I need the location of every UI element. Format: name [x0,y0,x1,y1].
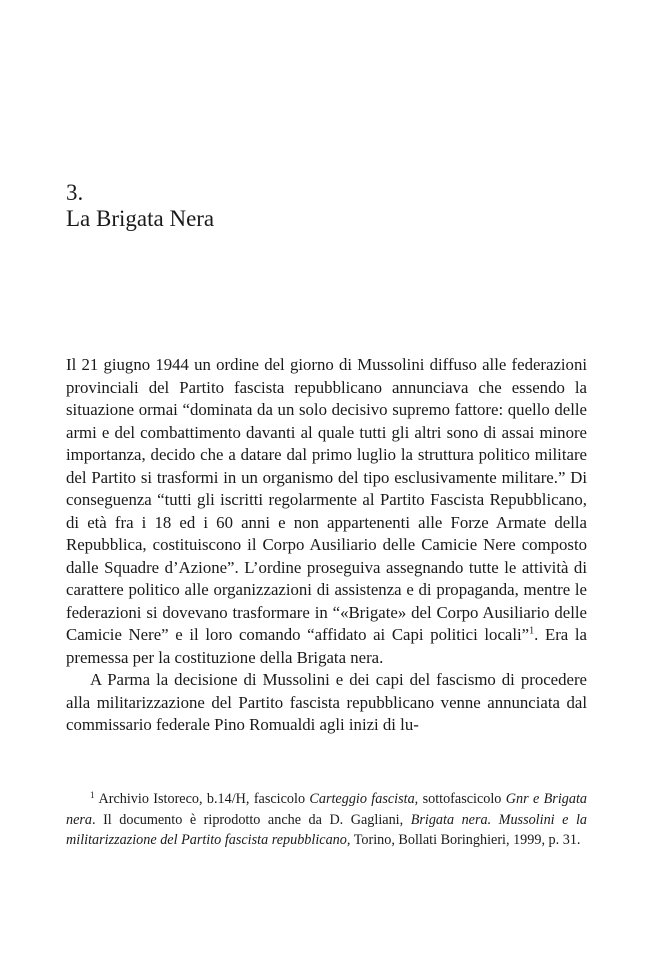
paragraph-2: A Parma la decisione di Mussolini e dei capi del fascismo di procedere alla militarizzazione del Partito fascista repubblicano venne annunciata dal commissario federale Pino Romualdi agli inizi di lu- [66,670,587,734]
footnote-reference[interactable]: 1 [529,625,535,637]
chapter-number: 3. [66,180,84,205]
footnotes [66,785,587,851]
paragraph-1 [66,354,587,669]
chapter-heading [66,180,586,232]
chapter-title: La Brigata Nera [66,206,215,231]
footnote-text-c: . Il documento è riprodotto anche da D. Gagliani, [92,811,411,828]
footnote-1 [66,785,587,851]
footnote-italic-a: Carteggio fascista [309,791,415,807]
footnote-text-b: , sottofascicolo [414,791,506,807]
footnote-italic-c: Brigata nera. Mussolini e la militarizzazione del Partito fascista repubblicano [66,811,587,848]
paragraph-1-text: Il 21 giugno 1944 un ordine del giorno di Mussolini diffuso alle federazioni provinciali del Partito fascista repubblicano annunciava che essendo la situazione ormai “dominata da un solo decisivo supremo fattore: quello delle armi e del combattimento davanti al quale tutti gli altri sono di assai minore importanza, decido che a datare dal primo luglio la struttura politico militare del Partito si trasformi in un organismo del tipo esclusivamente militare.” Di conseguenza “tutti gli iscritti regolarmente al Partito Fascista Repubblicano, di età fra i 18 ed i 60 anni e non appartenenti alle Forze Armate della Repubblica, costituiscono il Corpo Ausiliario delle Camicie Nere composto dalle Squadre d’Azione”. L’ordine proseguiva assegnando tutte le attività di carattere politico alle organizzazioni di assistenza e di propaganda, mentre le federazioni si dovevano trasformare in “«Brigate» del Corpo Ausiliario delle Camicie Nere” e il loro comando “affidato ai Capi politici locali” [66,355,587,644]
footnote-italic-b: Gnr e Brigata nera [66,791,587,828]
body-text [66,354,587,737]
footnote-text-d: , Torino, Bollati Boringhieri, 1999, p. 31. [346,832,581,848]
footnote-marker: 1 [90,790,95,800]
paragraph-1-end: . Era la premessa per la costituzione della Brigata nera. [66,625,588,667]
footnote-text-a: Archivio Istoreco, b.14/H, fascicolo [98,791,310,807]
